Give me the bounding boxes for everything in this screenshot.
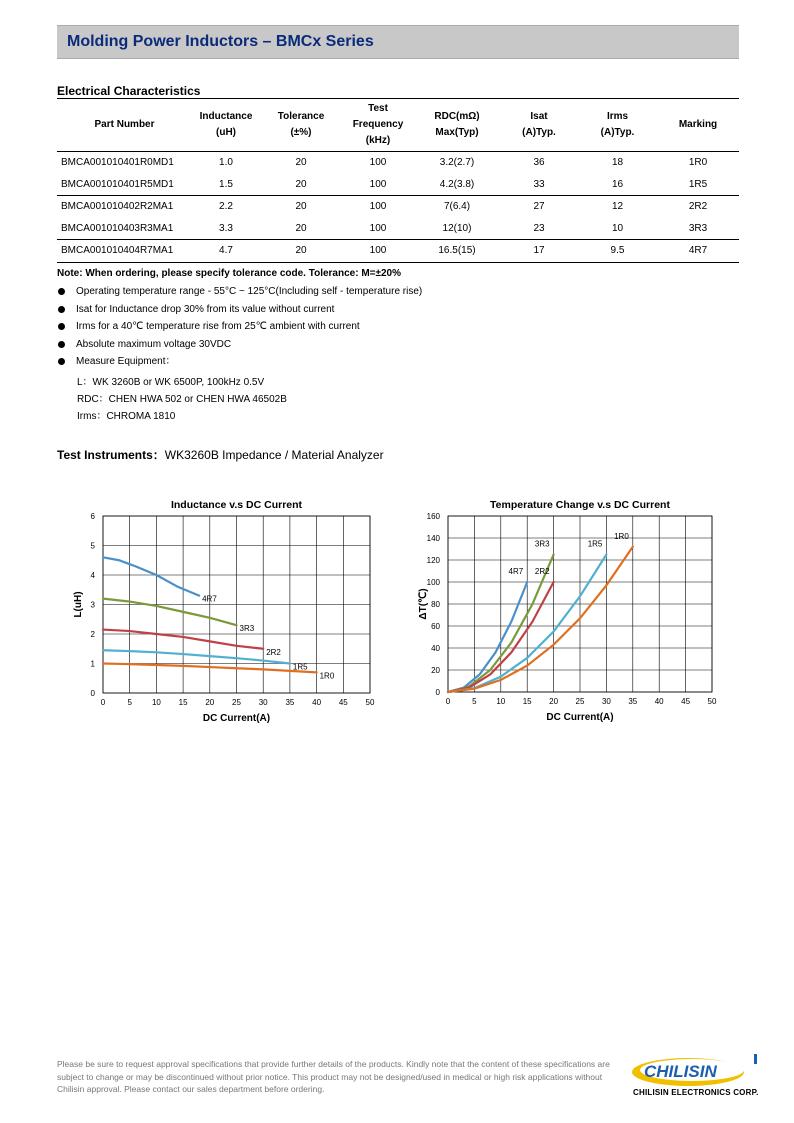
series-label-1r0: 1R0 <box>319 671 335 681</box>
cell-inductance: 1.0 <box>219 157 233 169</box>
x-tick-label: 45 <box>338 698 348 707</box>
y-tick-label: 40 <box>431 644 440 653</box>
x-tick-label: 35 <box>628 697 638 706</box>
y-tick-label: 60 <box>431 622 440 631</box>
th-inductance: Inductance (uH) <box>192 99 260 152</box>
cell-inductance: 2.2 <box>219 201 233 213</box>
logo-wordmark: CHILISIN <box>644 1062 717 1081</box>
cell-isat: 17 <box>500 240 578 263</box>
cell-frequency: 100 <box>342 174 414 196</box>
temperature-chart <box>404 492 734 728</box>
cell-isat: 33 <box>500 174 578 196</box>
x-tick-label: 20 <box>549 697 559 706</box>
cell-irms: 12 <box>611 201 624 213</box>
cell-tolerance: 20 <box>295 157 307 169</box>
y-tick-label: 0 <box>435 688 440 697</box>
cell-isat: 23 <box>500 218 578 240</box>
cell-inductance: 4.7 <box>192 240 260 263</box>
series-label-1r5: 1R5 <box>587 539 603 549</box>
x-tick-label: 10 <box>496 697 506 706</box>
bullet-icon <box>58 306 65 313</box>
x-tick-label: 40 <box>654 697 664 706</box>
cell-tolerance: 20 <box>260 240 342 263</box>
y-tick-label: 20 <box>431 666 440 675</box>
cell-inductance: 1.5 <box>192 174 260 196</box>
table-row <box>57 218 739 240</box>
x-tick-label: 25 <box>232 698 241 707</box>
inductance-chart <box>64 492 384 728</box>
cell-rdc: 7(6.4) <box>443 201 471 213</box>
table-row <box>57 174 739 196</box>
equipment-rdc: RDC：CHEN HWA 502 or CHEN HWA 46502B <box>77 394 287 405</box>
cell-marking: 2R2 <box>688 201 708 213</box>
cell-irms: 18 <box>611 157 624 169</box>
cell-part-number: BMCA001010401R5MD1 <box>57 174 192 196</box>
x-tick-label: 25 <box>575 697 585 706</box>
cell-frequency: 100 <box>342 240 414 263</box>
th-isat: Isat (A)Typ. <box>500 99 578 152</box>
cell-irms: 10 <box>578 218 657 240</box>
cell-tolerance: 20 <box>260 218 342 240</box>
bullet-icon <box>58 288 65 295</box>
cell-marking: 1R0 <box>688 157 708 169</box>
y-tick-label: 100 <box>426 578 440 587</box>
series-line-1r5 <box>103 647 290 663</box>
cell-rdc: 4.2(3.8) <box>414 174 500 196</box>
test-instruments <box>57 446 384 463</box>
y-tick-label: 4 <box>90 571 95 580</box>
series-label-2r2: 2R2 <box>266 647 281 657</box>
x-tick-label: 35 <box>285 698 295 707</box>
cell-rdc: 12(10) <box>414 218 500 240</box>
cell-part-number: BMCA001010403R3MA1 <box>57 218 192 240</box>
th-test-frequency: Test Frequency (kHz) <box>342 99 414 152</box>
bullet-item: Absolute maximum voltage 30VDC <box>57 338 422 356</box>
x-tick-label: 50 <box>365 698 375 707</box>
equipment-irms: Irms：CHROMA 1810 <box>77 411 176 422</box>
cell-frequency: 100 <box>369 157 387 169</box>
table-row <box>57 240 739 263</box>
table-header-row <box>57 99 739 152</box>
footer-disclaimer: Please be sure to request approval specifications that provide further details of the products. Kindly note that the content of these specifications are subject to change or may be discontinued without prior notice. This product may not be designed/used in medical or high risk applications without Chilisin approval. Please contact our sales department before ordering. <box>57 1059 610 1094</box>
cell-marking: 4R7 <box>657 240 739 263</box>
th-marking: Marking <box>657 99 739 152</box>
series-label-3r3: 3R3 <box>534 539 550 549</box>
series-label-1r0: 1R0 <box>614 531 629 541</box>
series-label-4r7: 4R7 <box>202 594 217 604</box>
x-axis-label: DC Current(A) <box>546 712 614 723</box>
series-label-2r2: 2R2 <box>534 567 550 576</box>
bullet-icon <box>58 341 65 348</box>
y-axis-label: ΔT(℃) <box>418 588 429 620</box>
x-tick-label: 30 <box>258 698 268 707</box>
test-instruments-value: WK3260B Impedance / Material Analyzer <box>164 448 384 462</box>
y-tick-label: 2 <box>90 630 95 639</box>
cell-part-number: BMCA001010404R7MA1 <box>57 240 192 263</box>
series-line-4r7 <box>103 557 199 595</box>
spec-bullets <box>57 285 422 373</box>
x-tick-label: 15 <box>522 697 532 706</box>
y-tick-label: 5 <box>90 541 95 551</box>
cell-irms: 9.5 <box>578 240 657 263</box>
bullet-icon <box>58 358 65 365</box>
bullet-item: Irms for a 40℃ temperature rise from 25℃ ambient with current <box>57 320 422 338</box>
cell-part-number: BMCA001010401R0MD1 <box>61 157 174 169</box>
cell-tolerance: 20 <box>295 201 307 213</box>
cell-rdc: 16.5(15) <box>414 240 500 263</box>
y-tick-label: 80 <box>431 600 440 609</box>
cell-frequency: 100 <box>369 201 387 213</box>
company-name: CHILISIN ELECTRONICS CORP. <box>633 1088 759 1097</box>
series-label-4r7: 4R7 <box>508 567 524 576</box>
y-tick-label: 1 <box>90 659 95 669</box>
cell-marking: 3R3 <box>657 218 739 240</box>
table-row <box>57 152 739 174</box>
th-rdc: RDC(mΩ) Max(Typ) <box>414 99 500 152</box>
cell-part-number: BMCA001010402R2MA1 <box>61 201 174 213</box>
bullet-icon <box>58 323 65 330</box>
cell-tolerance: 20 <box>260 174 342 196</box>
x-tick-label: 10 <box>151 698 161 707</box>
x-tick-label: 30 <box>601 697 611 706</box>
series-label-3r3: 3R3 <box>239 624 255 634</box>
bullet-item: Isat for Inductance drop 30% from its value without current <box>57 303 422 321</box>
cell-rdc: 3.2(2.7) <box>439 157 475 169</box>
section-title: Electrical Characteristics <box>57 84 201 98</box>
page-title: Molding Power Inductors – BMCx Series <box>67 33 374 50</box>
spec-table <box>57 99 739 263</box>
cell-isat: 27 <box>533 201 545 213</box>
chart-title: Temperature Change v.s DC Current <box>490 499 670 511</box>
x-axis-label: DC Current(A) <box>202 713 271 724</box>
header-bar <box>57 25 739 59</box>
table-row <box>57 196 739 218</box>
cell-inductance: 3.3 <box>192 218 260 240</box>
cell-isat: 36 <box>533 157 545 169</box>
logo-mark <box>754 1054 757 1064</box>
x-tick-label: 0 <box>445 697 451 706</box>
cell-irms: 16 <box>578 174 657 196</box>
y-tick-label: 140 <box>426 534 440 543</box>
bullet-item: Operating temperature range - 55°C ~ 125°C(Including self - temperature rise) <box>57 285 422 303</box>
test-instruments-label: Test Instruments： <box>57 448 165 462</box>
bullet-item: Measure Equipment： <box>57 355 422 373</box>
y-tick-label: 120 <box>426 556 440 565</box>
x-tick-label: 5 <box>127 698 132 707</box>
y-tick-label: 3 <box>90 600 95 610</box>
equipment-l: L：WK 3260B or WK 6500P, 100kHz 0.5V <box>77 377 265 388</box>
x-tick-label: 20 <box>205 698 215 707</box>
y-tick-label: 0 <box>90 689 95 698</box>
x-tick-label: 45 <box>681 697 691 706</box>
th-tolerance: Tolerance (±%) <box>260 99 342 152</box>
cell-marking: 1R5 <box>657 174 739 196</box>
x-tick-label: 15 <box>178 698 188 707</box>
th-irms: Irms (A)Typ. <box>578 99 657 152</box>
chart-title: Inductance v.s DC Current <box>170 499 303 511</box>
y-axis-label: L(uH) <box>73 591 84 618</box>
series-label-1r5: 1R5 <box>292 662 308 672</box>
x-tick-label: 5 <box>472 697 477 706</box>
th-part-number: Part Number <box>57 99 192 152</box>
x-tick-label: 40 <box>312 698 322 707</box>
ordering-note: Note: When ordering, please specify tolerance code. Tolerance: M=±20% <box>57 268 402 279</box>
y-tick-label: 6 <box>90 512 95 521</box>
y-tick-label: 160 <box>426 512 440 521</box>
cell-frequency: 100 <box>342 218 414 240</box>
x-tick-label: 0 <box>100 698 106 707</box>
x-tick-label: 50 <box>707 697 717 706</box>
